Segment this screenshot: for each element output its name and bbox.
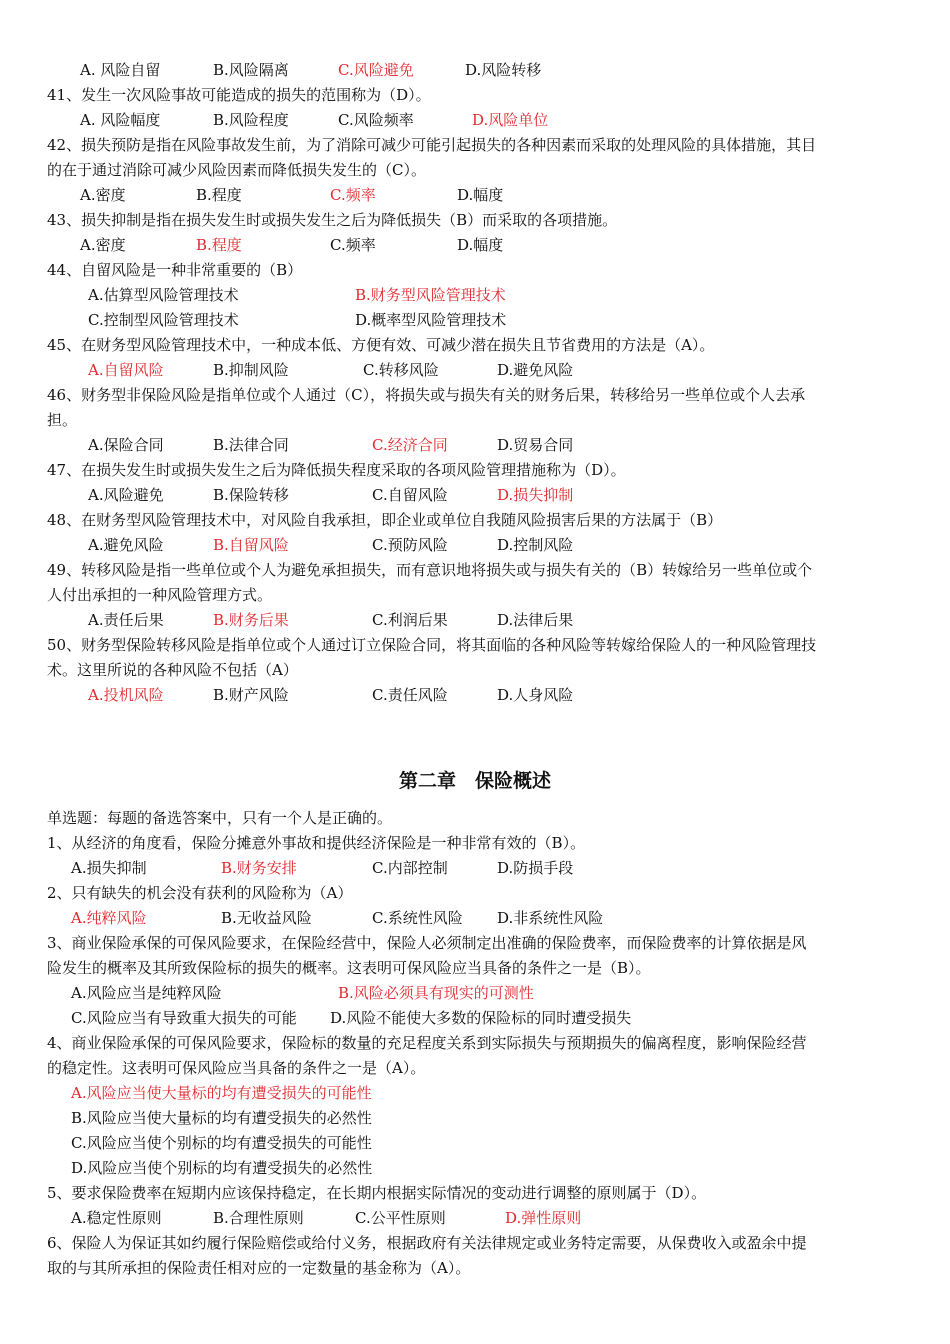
option-d: D.控制风险 — [497, 536, 574, 554]
option-a: A.风险应当是纯粹风险 — [71, 984, 222, 1002]
option-d-answer: D.风险单位 — [472, 111, 549, 129]
option-c: C.自留风险 — [372, 486, 448, 504]
option-a: A.估算型风险管理技术 — [88, 286, 239, 304]
question-3-line2: 险发生的概率及其所致保险标的损失的概率。这表明可保风险应当具备的条件之一是（B）。 — [47, 959, 651, 977]
question-2: 2、只有缺失的机会没有获利的风险称为（A） — [47, 884, 353, 902]
option-c: C.风险频率 — [338, 111, 414, 129]
question-46-line1: 46、财务型非保险风险是指单位或个人通过（C），将损失或与损失有关的财务后果，转移给另一些单位或个人去承 — [47, 386, 806, 404]
option-b-answer: B.财务安排 — [221, 859, 297, 877]
option-c: C.公平性原则 — [355, 1209, 446, 1227]
question-1: 1、从经济的角度看，保险分摊意外事故和提供经济保险是一种非常有效的（B）。 — [47, 834, 586, 852]
option-c: C.预防风险 — [372, 536, 448, 554]
question-4-line2: 的稳定性。这表明可保风险应当具备的条件之一是（A）。 — [47, 1059, 426, 1077]
option-d: D.幅度 — [457, 186, 504, 204]
option-a-answer: A.投机风险 — [88, 686, 164, 704]
option-b: B.财产风险 — [213, 686, 289, 704]
option-c: C.内部控制 — [372, 859, 448, 877]
option-a: A.避免风险 — [88, 536, 164, 554]
option-d: D.幅度 — [457, 236, 504, 254]
option-b: B.合理性原则 — [213, 1209, 304, 1227]
question-41: 41、发生一次风险事故可能造成的损失的范围称为（D）。 — [47, 86, 431, 104]
option-d: D.非系统性风险 — [497, 909, 604, 927]
option-d: D.人身风险 — [497, 686, 574, 704]
option-b: B.法律合同 — [213, 436, 289, 454]
option-d: D.风险应当使个别标的均有遭受损失的必然性 — [71, 1159, 373, 1177]
option-b: B.程度 — [196, 186, 242, 204]
option-b-answer: B.自留风险 — [213, 536, 289, 554]
option-b: B.抑制风险 — [213, 361, 289, 379]
question-44: 44、自留风险是一种非常重要的（B） — [47, 261, 303, 279]
option-a: A. 风险自留 — [80, 61, 161, 79]
option-b: B.无收益风险 — [221, 909, 312, 927]
question-45: 45、在财务型风险管理技术中，一种成本低、方便有效、可减少潜在损失且节省费用的方法是（A）。 — [47, 336, 715, 354]
question-4-line1: 4、商业保险承保的可保风险要求，保险标的数量的充足程度关系到实际损失与预期损失的偏离程度，影响保险经营 — [47, 1034, 807, 1052]
question-6-line2: 取的与其所承担的保险责任相对应的一定数量的基金称为（A）。 — [47, 1259, 471, 1277]
option-b: B.风险程度 — [213, 111, 289, 129]
option-a: A.保险合同 — [88, 436, 164, 454]
option-d: D.避免风险 — [497, 361, 574, 379]
option-b: B.风险应当使大量标的均有遭受损失的必然性 — [71, 1109, 372, 1127]
option-c-answer: C.经济合同 — [372, 436, 448, 454]
option-c: C.风险应当有导致重大损失的可能 — [71, 1009, 297, 1027]
section-instructions: 单选题：每题的备选答案中，只有一个人是正确的。 — [47, 809, 393, 827]
question-5: 5、要求保险费率在短期内应该保持稳定，在长期内根据实际情况的变动进行调整的原则属于（D）。 — [47, 1184, 707, 1202]
option-d-answer: D.弹性原则 — [505, 1209, 582, 1227]
option-a: A. 风险幅度 — [80, 111, 161, 129]
question-42-line1: 42、损失预防是指在风险事故发生前，为了消除可减少可能引起损失的各种因素而采取的处理风险的具体措施，其目 — [47, 136, 817, 154]
option-c-answer: C.风险避免 — [338, 61, 414, 79]
option-b: B.风险隔离 — [213, 61, 289, 79]
question-49-line2: 人付出承担的一种风险管理方式。 — [47, 586, 273, 604]
option-c: C.系统性风险 — [372, 909, 463, 927]
question-42-line2: 的在于通过消除可减少风险因素而降低损失发生的（C）。 — [47, 161, 426, 179]
option-c: C.风险应当使个别标的均有遭受损失的可能性 — [71, 1134, 372, 1152]
question-6-line1: 6、保险人为保证其如约履行保险赔偿或给付义务，根据政府有关法律规定或业务特定需要，从保费收入或盈余中提 — [47, 1234, 807, 1252]
option-d: D.风险不能使大多数的保险标的同时遭受损失 — [330, 1009, 632, 1027]
question-50-line1: 50、财务型保险转移风险是指单位或个人通过订立保险合同，将其面临的各种风险等转嫁给保险人的一种风险管理技 — [47, 636, 817, 654]
question-46-line2: 担。 — [47, 411, 78, 429]
option-b-answer: B.程度 — [196, 236, 242, 254]
option-a: A.风险避免 — [88, 486, 164, 504]
option-c: C.转移风险 — [363, 361, 439, 379]
option-d: D.风险转移 — [465, 61, 542, 79]
question-49-line1: 49、转移风险是指一些单位或个人为避免承担损失，而有意识地将损失或与损失有关的（B）转嫁给另一些单位或个 — [47, 561, 813, 579]
option-c: C.利润后果 — [372, 611, 448, 629]
option-a-answer: A.风险应当使大量标的均有遭受损失的可能性 — [71, 1084, 372, 1102]
option-a: A.稳定性原则 — [71, 1209, 162, 1227]
option-d: D.贸易合同 — [497, 436, 574, 454]
option-c-answer: C.频率 — [330, 186, 376, 204]
option-b: B.保险转移 — [213, 486, 289, 504]
option-b-answer: B.风险必须具有现实的可测性 — [338, 984, 534, 1002]
option-b-answer: B.财务型风险管理技术 — [355, 286, 506, 304]
option-c: C.控制型风险管理技术 — [88, 311, 239, 329]
option-a: A.损失抑制 — [71, 859, 147, 877]
option-d: D.概率型风险管理技术 — [355, 311, 507, 329]
option-b-answer: B.财务后果 — [213, 611, 289, 629]
option-d: D.防损手段 — [497, 859, 574, 877]
chapter-title: 第二章 保险概述 — [398, 770, 551, 792]
option-d-answer: D.损失抑制 — [497, 486, 574, 504]
option-a-answer: A.纯粹风险 — [71, 909, 147, 927]
option-a: A.密度 — [80, 186, 126, 204]
option-d: D.法律后果 — [497, 611, 574, 629]
question-43: 43、损失抑制是指在损失发生时或损失发生之后为降低损失（B）而采取的各项措施。 — [47, 211, 618, 229]
option-c: C.责任风险 — [372, 686, 448, 704]
question-3-line1: 3、商业保险承保的可保风险要求，在保险经营中，保险人必须制定出准确的保险费率，而保险费率的计算依据是风 — [47, 934, 807, 952]
option-a-answer: A.自留风险 — [88, 361, 164, 379]
option-c: C.频率 — [330, 236, 376, 254]
option-a: A.密度 — [80, 236, 126, 254]
option-a: A.责任后果 — [88, 611, 164, 629]
question-50-line2: 术。这里所说的各种风险不包括（A） — [47, 661, 298, 679]
question-47: 47、在损失发生时或损失发生之后为降低损失程度采取的各项风险管理措施称为（D）。 — [47, 461, 626, 479]
question-48: 48、在财务型风险管理技术中，对风险自我承担，即企业或单位自我随风险损害后果的方法属于（B） — [47, 511, 723, 529]
